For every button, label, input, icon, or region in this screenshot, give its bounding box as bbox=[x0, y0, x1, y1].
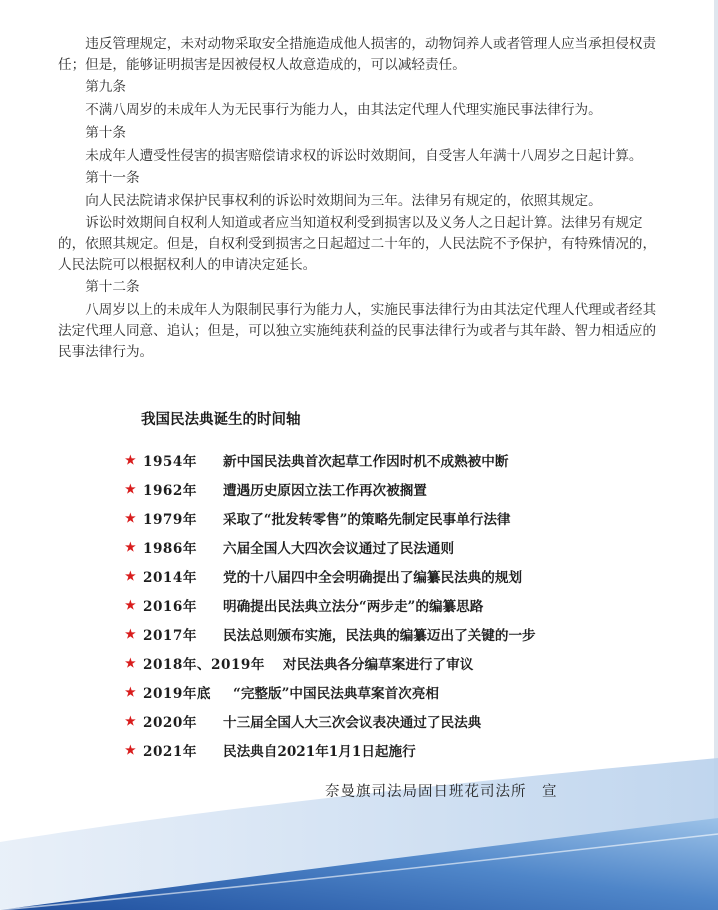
paragraph: 诉讼时效期间自权利人知道或者应当知道权利受到损害以及义务人之日起计算。法律另有规定的，依照其规定。但是，自权利受到损害之日起超过二十年的，人民法院不予保护，有特殊情况的，人民法院可以根据权利人的申请决定延长。 bbox=[58, 215, 657, 274]
timeline-year: 2014年 bbox=[143, 569, 197, 586]
timeline-text: 遭遇历史原因立法工作再次被搁置 bbox=[223, 482, 427, 499]
footer-wave-decoration bbox=[0, 730, 718, 910]
timeline-year: 2018年、2019年 bbox=[143, 656, 265, 673]
article-heading: 第十一条 bbox=[85, 169, 140, 186]
star-icon: ★ bbox=[125, 481, 136, 496]
timeline-text: 民法总则颁布实施，民法典的编纂迈出了关键的一步 bbox=[223, 627, 536, 644]
timeline-year: 1979年 bbox=[143, 511, 197, 528]
star-icon: ★ bbox=[125, 742, 136, 757]
timeline-item bbox=[125, 619, 685, 648]
article-heading: 第十条 bbox=[85, 124, 126, 141]
paragraph: 未成年人遭受性侵害的损害赔偿请求权的诉讼时效期间，自受害人年满十八周岁之日起计算。 bbox=[85, 147, 643, 164]
timeline-item bbox=[125, 503, 685, 532]
star-icon: ★ bbox=[125, 626, 136, 641]
timeline-text: 采取了“批发转零售”的策略先制定民事单行法律 bbox=[223, 511, 511, 528]
timeline-year: 2016年 bbox=[143, 598, 197, 615]
article-heading: 第十二条 bbox=[85, 279, 140, 296]
timeline-text: 党的十八届四中全会明确提出了编纂民法典的规划 bbox=[223, 569, 523, 586]
star-icon: ★ bbox=[125, 655, 136, 670]
timeline-text: 六届全国人大四次会议通过了民法通则 bbox=[223, 540, 455, 557]
star-icon: ★ bbox=[125, 539, 136, 554]
timeline-text: 对民法典各分编草案进行了审议 bbox=[283, 656, 474, 673]
timeline-year: 2020年 bbox=[143, 714, 197, 731]
star-icon: ★ bbox=[125, 597, 136, 612]
timeline-item bbox=[125, 445, 685, 474]
law-text-block bbox=[58, 34, 658, 365]
timeline-year: 1954年 bbox=[143, 453, 197, 470]
timeline-title: 我国民法典诞生的时间轴 bbox=[141, 411, 301, 428]
timeline-text: “完整版”中国民法典草案首次亮相 bbox=[233, 685, 439, 702]
timeline-text: 明确提出民法典立法分“两步走”的编纂思路 bbox=[223, 598, 484, 615]
timeline-item bbox=[125, 648, 685, 677]
star-icon: ★ bbox=[125, 684, 136, 699]
paragraph: 违反管理规定，未对动物采取安全措施造成他人损害的，动物饲养人或者管理人应当承担侵权责任；但是，能够证明损害是因被侵权人故意造成的，可以减轻责任。 bbox=[58, 36, 657, 73]
star-icon: ★ bbox=[125, 568, 136, 583]
paragraph: 八周岁以上的未成年人为限制民事行为能力人，实施民事法律行为由其法定代理人代理或者经其法定代理人同意、追认；但是，可以独立实施纯获利益的民事法律行为或者与其年龄、智力相适应的民事法律行为。 bbox=[58, 302, 657, 361]
star-icon: ★ bbox=[125, 713, 136, 728]
timeline-text: 民法典自2021年1月1日起施行 bbox=[223, 743, 416, 760]
civil-code-timeline bbox=[125, 408, 685, 764]
timeline-item bbox=[125, 590, 685, 619]
timeline-item bbox=[125, 561, 685, 590]
footer-signature: 奈曼旗司法局固日班花司法所 宣 bbox=[325, 784, 558, 800]
star-icon: ★ bbox=[125, 510, 136, 525]
star-icon: ★ bbox=[125, 452, 136, 467]
timeline-year: 2019年底 bbox=[143, 685, 212, 702]
timeline-year: 2017年 bbox=[143, 627, 197, 644]
paragraph: 不满八周岁的未成年人为无民事行为能力人，由其法定代理人代理实施民事法律行为。 bbox=[85, 102, 602, 119]
article-heading: 第九条 bbox=[85, 79, 126, 96]
timeline-year: 1962年 bbox=[143, 482, 197, 499]
timeline-list bbox=[125, 445, 685, 764]
paragraph: 向人民法院请求保护民事权利的诉讼时效期间为三年。法律另有规定的，依照其规定。 bbox=[85, 192, 602, 209]
timeline-item bbox=[125, 532, 685, 561]
timeline-text: 十三届全国人大三次会议表决通过了民法典 bbox=[223, 714, 482, 731]
timeline-year: 2021年 bbox=[143, 743, 197, 760]
timeline-item bbox=[125, 677, 685, 706]
timeline-year: 1986年 bbox=[143, 540, 197, 557]
timeline-item bbox=[125, 474, 685, 503]
timeline-text: 新中国民法典首次起草工作因时机不成熟被中断 bbox=[223, 453, 509, 470]
